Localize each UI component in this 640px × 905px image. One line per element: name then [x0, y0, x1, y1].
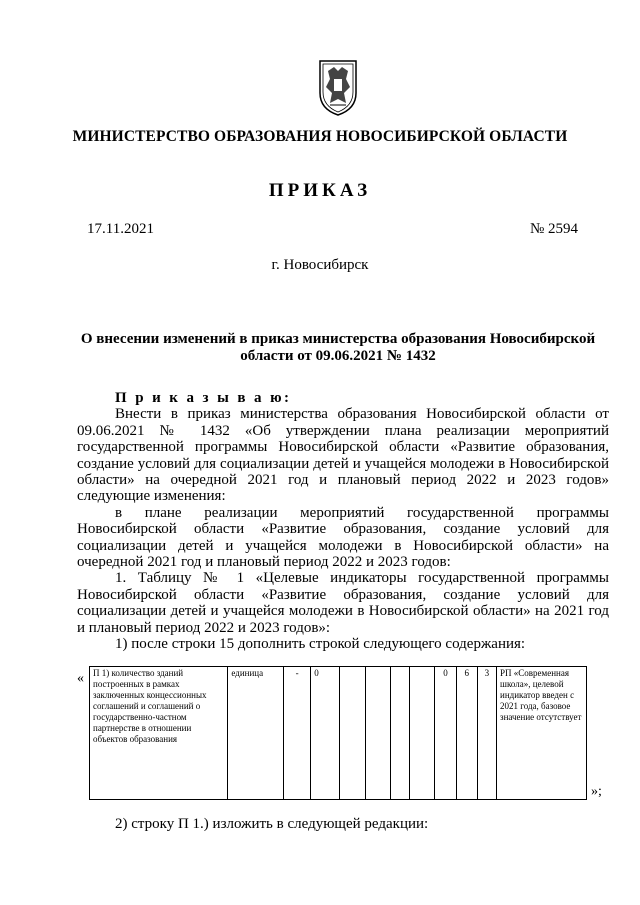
order-body — [77, 390, 609, 653]
table-cell: РП «Современная школа», целевой индикатор введен с 2021 года, базовое значение отсутствует — [497, 667, 587, 800]
city: г. Новосибирск — [271, 257, 369, 273]
prikazyvayu: П р и к а з ы в а ю: — [115, 390, 292, 406]
order-heading — [78, 331, 598, 365]
document-type: ПРИКАЗ — [268, 180, 372, 201]
table-cell: - — [283, 667, 310, 800]
table-row — [90, 667, 587, 800]
table-cell: 6 — [456, 667, 477, 800]
order-date: 17.11.2021 — [87, 221, 154, 237]
paragraph-4: 1) после строки 15 дополнить строкой следующего содержания: — [115, 636, 526, 653]
table-cell: 0 — [311, 667, 340, 800]
table-cell — [365, 667, 390, 800]
indicator-table — [89, 666, 587, 800]
table-cell: 3 — [477, 667, 496, 800]
coat-of-arms-icon — [316, 57, 360, 117]
table-cell — [390, 667, 409, 800]
table-cell — [410, 667, 435, 800]
table-cell: единица — [228, 667, 284, 800]
heading-line-2: области от 09.06.2021 № 1432 — [240, 348, 436, 364]
order-number: № 2594 — [529, 221, 578, 237]
paragraph-1: Внести в приказ министерства образования Новосибирской области от 09.06.2021 № 1432 «Об утверждении плана реализации мероприятий государственной программы Новосибирской области «Развитие образования, создание условий для социализации детей и учащейся молодежи в Новосибирской области» на очередной 2021 год и плановый период 2022 и 2023 годов» следующие изменения: — [77, 406, 609, 505]
paragraph-2: в плане реализации мероприятий государственной программы Новосибирской области «Развитие образования, создание условий для социализации детей и учащейся молодежи в Новосибирской области» на очередной 2021 год и плановый период 2022 и 2023 годов: — [77, 504, 609, 571]
ministry-name: МИНИСТЕРСТВО ОБРАЗОВАНИЯ НОВОСИБИРСКОЙ ОБЛАСТИ — [72, 128, 568, 145]
close-quote: »; — [591, 784, 602, 799]
paragraph-5: 2) строку П 1.) изложить в следующей редакции: — [115, 816, 429, 832]
table-cell — [340, 667, 365, 800]
paragraph-3: 1. Таблицу № 1 «Целевые индикаторы государственной программы Новосибирской области «Развитие образования, создание условий для социализации детей и учащейся молодежи в Новосибирской области» на 2021 год и плановый период 2022 и 2023 годов»: — [77, 570, 609, 636]
open-quote: « — [77, 671, 84, 686]
table-cell: П 1) количество зданий построенных в рамках заключенных концессионных соглашений и соглашений о государственно-частном партнерстве в отношении объектов образования — [90, 667, 228, 800]
heading-line-1: О внесении изменений в приказ министерства образования Новосибирской — [80, 331, 596, 347]
table-cell: 0 — [435, 667, 456, 800]
